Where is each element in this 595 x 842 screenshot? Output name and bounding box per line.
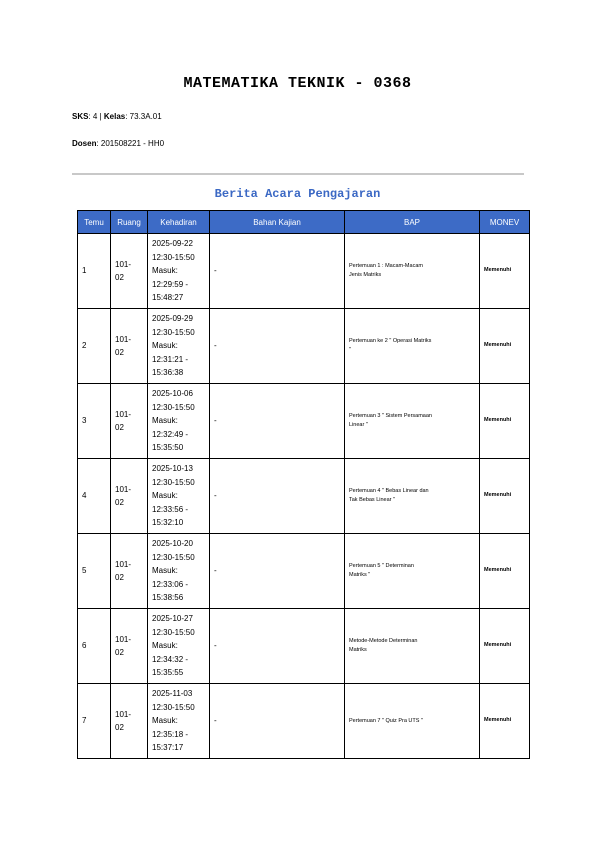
- bap-cell: Pertemuan 5 " Determinan Matriks ": [345, 534, 480, 609]
- kelas-value: : 73.3A.01: [125, 112, 162, 121]
- kehadiran-cell: 2025-10-20 12:30-15:50 Masuk: 12:33:06 - 15:38:56: [148, 534, 210, 609]
- bap-cell: Metode-Metode Determinan Matriks: [345, 609, 480, 684]
- kehadiran-cell: 2025-10-06 12:30-15:50 Masuk: 12:32:49 - 15:35:50: [148, 384, 210, 459]
- header-bap: BAP: [345, 211, 480, 234]
- header-ruang: Ruang: [111, 211, 148, 234]
- temu-cell: 4: [78, 459, 111, 534]
- bahan-kajian-cell: -: [210, 459, 345, 534]
- bahan-kajian-cell: -: [210, 534, 345, 609]
- bahan-kajian-cell: -: [210, 384, 345, 459]
- bap-cell: Pertemuan 7 " Quiz Pra UTS ": [345, 684, 480, 759]
- temu-cell: 2: [78, 309, 111, 384]
- temu-cell: 3: [78, 384, 111, 459]
- temu-cell: 1: [78, 234, 111, 309]
- sks-kelas-line: [72, 112, 162, 121]
- temu-cell: 5: [78, 534, 111, 609]
- temu-cell: 7: [78, 684, 111, 759]
- table-row: [78, 684, 530, 759]
- page-title: MATEMATIKA TEKNIK - 0368: [183, 75, 412, 92]
- table-body: [78, 234, 530, 759]
- dosen-value: : 201508221 - HH0: [96, 139, 165, 148]
- bap-table: [77, 210, 530, 759]
- bahan-kajian-cell: -: [210, 609, 345, 684]
- monev-cell: Memenuhi: [480, 459, 530, 534]
- monev-cell: Memenuhi: [480, 609, 530, 684]
- bahan-kajian-cell: -: [210, 234, 345, 309]
- monev-cell: Memenuhi: [480, 384, 530, 459]
- temu-cell: 6: [78, 609, 111, 684]
- table-row: [78, 234, 530, 309]
- kehadiran-cell: 2025-10-27 12:30-15:50 Masuk: 12:34:32 - 15:35:55: [148, 609, 210, 684]
- ruang-cell: 101- 02: [111, 684, 148, 759]
- table-row: [78, 609, 530, 684]
- table-header-row: [78, 211, 530, 234]
- kehadiran-cell: 2025-09-29 12:30-15:50 Masuk: 12:31:21 - 15:36:38: [148, 309, 210, 384]
- monev-cell: Memenuhi: [480, 234, 530, 309]
- bap-cell: Pertemuan ke 2 " Operasi Matriks ": [345, 309, 480, 384]
- kelas-label: Kelas: [103, 112, 126, 121]
- header-bahan-kajian: Bahan Kajian: [210, 211, 345, 234]
- bap-cell: Pertemuan 1 : Macam-Macam Jenis Matriks: [345, 234, 480, 309]
- bap-cell: Pertemuan 4 " Bebas Linear dan Tak Bebas Linear ": [345, 459, 480, 534]
- sks-value: : 4 |: [88, 112, 104, 121]
- table-row: [78, 309, 530, 384]
- table-row: [78, 384, 530, 459]
- ruang-cell: 101- 02: [111, 384, 148, 459]
- header-kehadiran: Kehadiran: [148, 211, 210, 234]
- header-monev: MONEV: [480, 211, 530, 234]
- dosen-label: Dosen: [72, 139, 97, 148]
- ruang-cell: 101- 02: [111, 609, 148, 684]
- bahan-kajian-cell: -: [210, 309, 345, 384]
- section-title: Berita Acara Pengajaran: [214, 187, 381, 201]
- kehadiran-cell: 2025-09-22 12:30-15:50 Masuk: 12:29:59 - 15:48:27: [148, 234, 210, 309]
- bahan-kajian-cell: -: [210, 684, 345, 759]
- kehadiran-cell: 2025-10-13 12:30-15:50 Masuk: 12:33:56 - 15:32:10: [148, 459, 210, 534]
- ruang-cell: 101- 02: [111, 459, 148, 534]
- header-temu: Temu: [78, 211, 111, 234]
- sks-label: SKS: [72, 112, 89, 121]
- monev-cell: Memenuhi: [480, 534, 530, 609]
- ruang-cell: 101- 02: [111, 309, 148, 384]
- table-row: [78, 534, 530, 609]
- kehadiran-cell: 2025-11-03 12:30-15:50 Masuk: 12:35:18 - 15:37:17: [148, 684, 210, 759]
- divider: [72, 173, 524, 175]
- dosen-line: [72, 139, 164, 148]
- ruang-cell: 101- 02: [111, 534, 148, 609]
- bap-cell: Pertemuan 3 " Sistem Persamaan Linear ": [345, 384, 480, 459]
- table-row: [78, 459, 530, 534]
- monev-cell: Memenuhi: [480, 309, 530, 384]
- monev-cell: Memenuhi: [480, 684, 530, 759]
- ruang-cell: 101- 02: [111, 234, 148, 309]
